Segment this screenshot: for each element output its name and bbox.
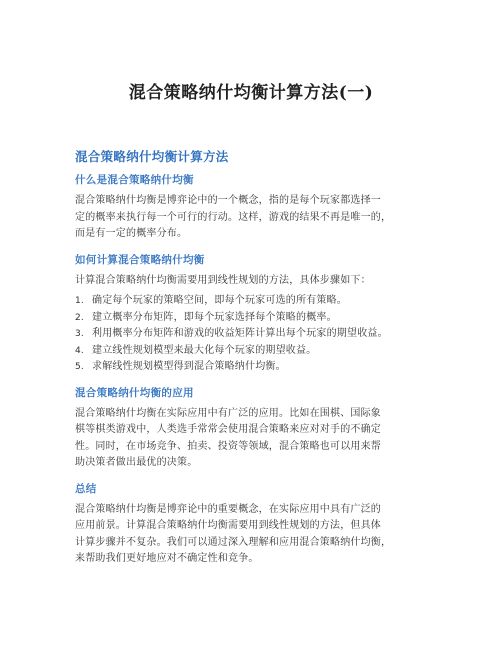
text-line: 应用前景。计算混合策略纳什均衡需要用到线性规划的方法，但具体 <box>75 520 381 531</box>
list-number: 4. <box>75 345 84 356</box>
text-line: 定的概率来执行每一个可行的行动。这样，游戏的结果不再是唯一的， <box>75 211 392 223</box>
document-title: 混合策略纳什均衡计算方法(一) <box>128 83 374 103</box>
heading-how-to-compute: 如何计算混合策略纳什均衡 <box>75 253 205 266</box>
heading-summary: 总结 <box>75 482 97 495</box>
text-line: 混合策略纳什均衡是博弈论中的一个概念，指的是每个玩家都选择一 <box>75 195 381 206</box>
list-number: 5. <box>75 362 84 372</box>
text-line: 而是有一定的概率分布。 <box>75 228 188 239</box>
list-item <box>75 310 495 327</box>
text-line: 混合策略纳什均衡在实际应用中有广泛的应用。比如在围棋、国际象 <box>75 407 381 419</box>
list-text: 确定每个玩家的策略空间，即每个玩家可选的所有策略。 <box>92 295 347 306</box>
list-item <box>75 326 495 343</box>
text-line: 助决策者做出最优的决策。 <box>75 457 198 468</box>
list-text: 利用概率分布矩阵和游戏的收益矩阵计算出每个玩家的期望收益。 <box>92 328 388 339</box>
text-line: 计算步骤并不复杂。我们可以通过深入理解和应用混合策略纳什均衡， <box>75 536 392 548</box>
section-title: 混合策略纳什均衡计算方法 <box>75 149 229 164</box>
list-text: 求解线性规划模型得到混合策略纳什均衡。 <box>92 361 286 372</box>
text-line: 性。同时，在市场竞争、拍卖、投资等领域，混合策略也可以用来帮 <box>75 440 381 452</box>
list-text: 建立线性规划模型来最大化每个玩家的期望收益。 <box>92 344 317 356</box>
list-text: 建立概率分布矩阵，即每个玩家选择每个策略的概率。 <box>92 311 337 323</box>
document-body <box>75 147 495 577</box>
text-line: 计算混合策略纳什均衡需要用到线性规划的方法，具体步骤如下： <box>75 274 371 286</box>
paragraph-what-is <box>75 193 495 243</box>
list-item <box>75 293 495 310</box>
list-number: 1. <box>75 296 84 306</box>
text-line: 混合策略纳什均衡是博弈论中的重要概念，在实际应用中具有广泛的 <box>75 503 381 515</box>
list-item <box>75 343 495 360</box>
list-item <box>75 359 495 376</box>
paragraph-summary <box>75 502 495 568</box>
text-line: 棋等棋类游戏中，人类选手常常会使用混合策略来应对对手的不确定 <box>75 424 381 435</box>
list-number: 2. <box>75 312 84 323</box>
list-number: 3. <box>75 329 84 339</box>
paragraph-how-to-compute <box>75 273 495 290</box>
heading-what-is: 什么是混合策略纳什均衡 <box>75 174 194 186</box>
paragraph-applications <box>75 406 495 472</box>
steps-list <box>75 293 495 376</box>
heading-applications: 混合策略纳什均衡的应用 <box>75 386 194 399</box>
text-line: 来帮助我们更好地应对不确定性和竞争。 <box>75 553 259 564</box>
